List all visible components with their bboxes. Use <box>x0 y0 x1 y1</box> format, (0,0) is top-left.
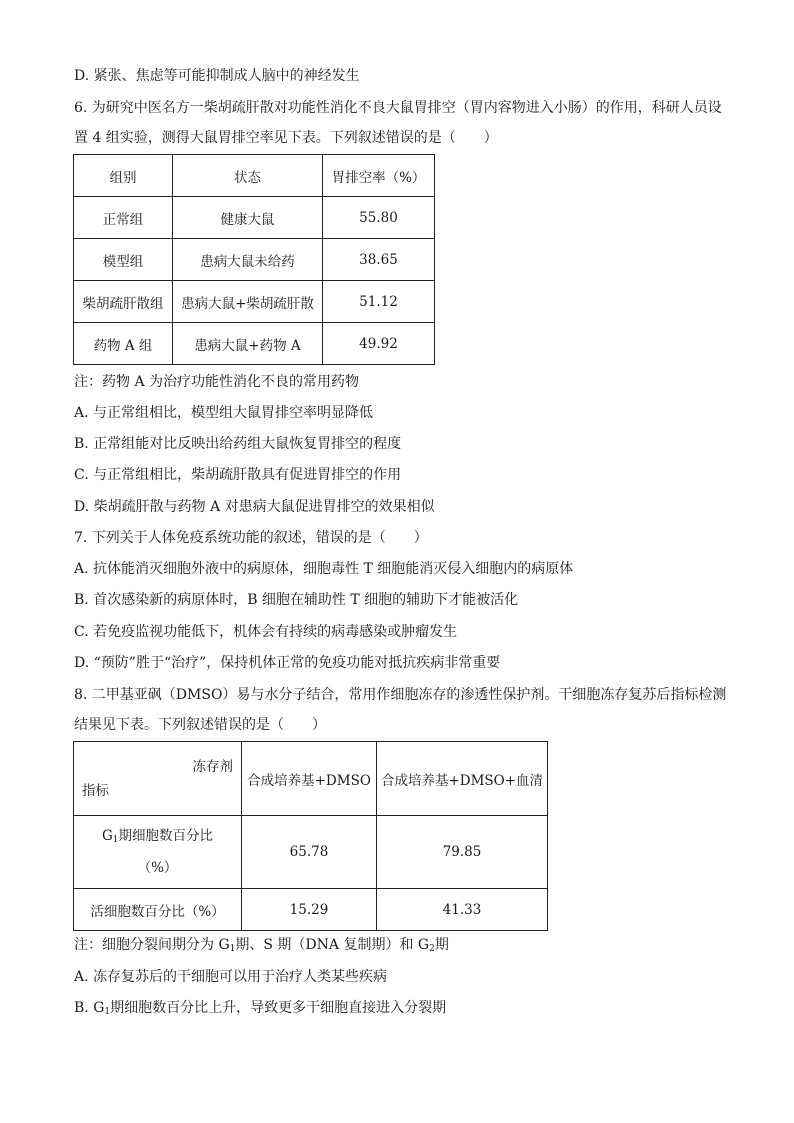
header-rate: 胃排空率（%） <box>323 155 435 197</box>
cell-state: 患病大鼠+药物 A <box>173 323 323 365</box>
cell-rate: 51.12 <box>323 281 435 323</box>
q8-option-b <box>74 998 446 1022</box>
cell-rate: 38.65 <box>323 239 435 281</box>
table-header-row <box>74 155 435 197</box>
q6-option-c: C. 与正常组相比，柴胡疏肝散具有促进胃排空的作用 <box>74 467 402 483</box>
cell-rate: 55.80 <box>323 197 435 239</box>
table-row <box>74 239 435 281</box>
table-row <box>74 889 548 931</box>
cell-value: 41.33 <box>377 889 548 931</box>
q7-option-a: A. 抗体能消灭细胞外液中的病原体，细胞毒性 T 细胞能消灭侵入细胞内的病原体 <box>74 561 574 577</box>
question-8-stem-cont: 结果见下表。下列叙述错误的是（ ） <box>74 717 326 733</box>
subscript-1: 1 <box>229 944 236 954</box>
corner-indicator: 指标 <box>82 782 109 799</box>
cell-rate: 49.92 <box>323 323 435 365</box>
header-dmso-serum: 合成培养基+DMSO+血清 <box>377 742 548 816</box>
q7-option-d: D. “预防”胜于“治疗”，保持机体正常的免疫功能对抵抗疾病非常重要 <box>74 655 501 671</box>
header-group: 组别 <box>74 155 173 197</box>
cell-value: 15.29 <box>242 889 377 931</box>
q6-option-d: D. 柴胡疏肝散与药物 A 对患病大鼠促进胃排空的效果相似 <box>74 499 435 515</box>
cell-value: 65.78 <box>242 816 377 889</box>
cell-group: 药物 A 组 <box>74 323 173 365</box>
cell-group: 柴胡疏肝散组 <box>74 281 173 323</box>
q6-option-b: B. 正常组能对比反映出给药组大鼠恢复胃排空的程度 <box>74 436 402 452</box>
q7-option-c: C. 若免疫监视功能低下，机体会有持续的病毒感染或肿瘤发生 <box>74 624 458 640</box>
cell-value: 79.85 <box>377 816 548 889</box>
header-state: 状态 <box>173 155 323 197</box>
question-6-stem: 6. 为研究中医名方一柴胡疏肝散对功能性消化不良大鼠胃排空（胃内容物进入小肠）的作用，科研人员设 <box>74 100 722 116</box>
subscript-1: 1 <box>104 1007 111 1017</box>
corner-cryoprotectant: 冻存剂 <box>192 758 233 775</box>
option-d-q5: D. 紧张、焦虑等可能抑制成人脑中的神经发生 <box>74 68 360 84</box>
cell-state: 患病大鼠未给药 <box>173 239 323 281</box>
q6-option-a: A. 与正常组相比，模型组大鼠胃排空率明显降低 <box>74 405 374 421</box>
header-dmso: 合成培养基+DMSO <box>242 742 377 816</box>
cell-label-live: 活细胞数百分比（%） <box>74 889 242 931</box>
table-row <box>74 281 435 323</box>
cell-state: 健康大鼠 <box>173 197 323 239</box>
table1-note: 注：药物 A 为治疗功能性消化不良的常用药物 <box>74 374 360 390</box>
table-cryopreservation <box>73 741 548 931</box>
q8b-pre: B. G <box>74 1000 105 1016</box>
q8-option-a: A. 冻存复苏后的干细胞可以用于治疗人类某些疾病 <box>74 969 388 985</box>
question-7-stem: 7. 下列关于人体免疫系统功能的叙述，错误的是（ ） <box>74 530 428 546</box>
table-row <box>74 816 548 889</box>
table-row <box>74 197 435 239</box>
subscript-2: 2 <box>429 944 435 954</box>
table-stomach-emptying <box>73 154 435 365</box>
q7-option-b: B. 首次感染新的病原体时，B 细胞在辅助性 T 细胞的辅助下才能被活化 <box>74 592 519 608</box>
question-6-stem-cont: 置 4 组实验，测得大鼠胃排空率见下表。下列叙述错误的是（ ） <box>74 130 498 146</box>
table-row <box>74 323 435 365</box>
label-g1-pre: G <box>101 828 113 844</box>
note2-pre: 注：细胞分裂间期分为 G <box>74 937 230 953</box>
label-g1-post: 期细胞数百分比 <box>118 828 214 844</box>
cell-state: 患病大鼠+柴胡疏肝散 <box>173 281 323 323</box>
subscript-1: 1 <box>112 835 119 845</box>
label-g1-unit: （%） <box>137 860 178 876</box>
table2-note <box>74 935 449 959</box>
cell-group: 模型组 <box>74 239 173 281</box>
note2-mid: 期、S 期（DNA 复制期）和 G <box>235 937 430 953</box>
cell-label-g1 <box>74 816 242 889</box>
table-header-row <box>74 742 548 816</box>
header-corner <box>74 742 242 816</box>
note2-post: 期 <box>434 937 449 953</box>
question-8-stem: 8. 二甲基亚砜（DMSO）易与水分子结合，常用作细胞冻存的渗透性保护剂。干细胞冻存复苏后指标检测 <box>74 687 727 703</box>
cell-group: 正常组 <box>74 197 173 239</box>
q8b-post: 期细胞数百分比上升，导致更多干细胞直接进入分裂期 <box>110 1000 447 1016</box>
